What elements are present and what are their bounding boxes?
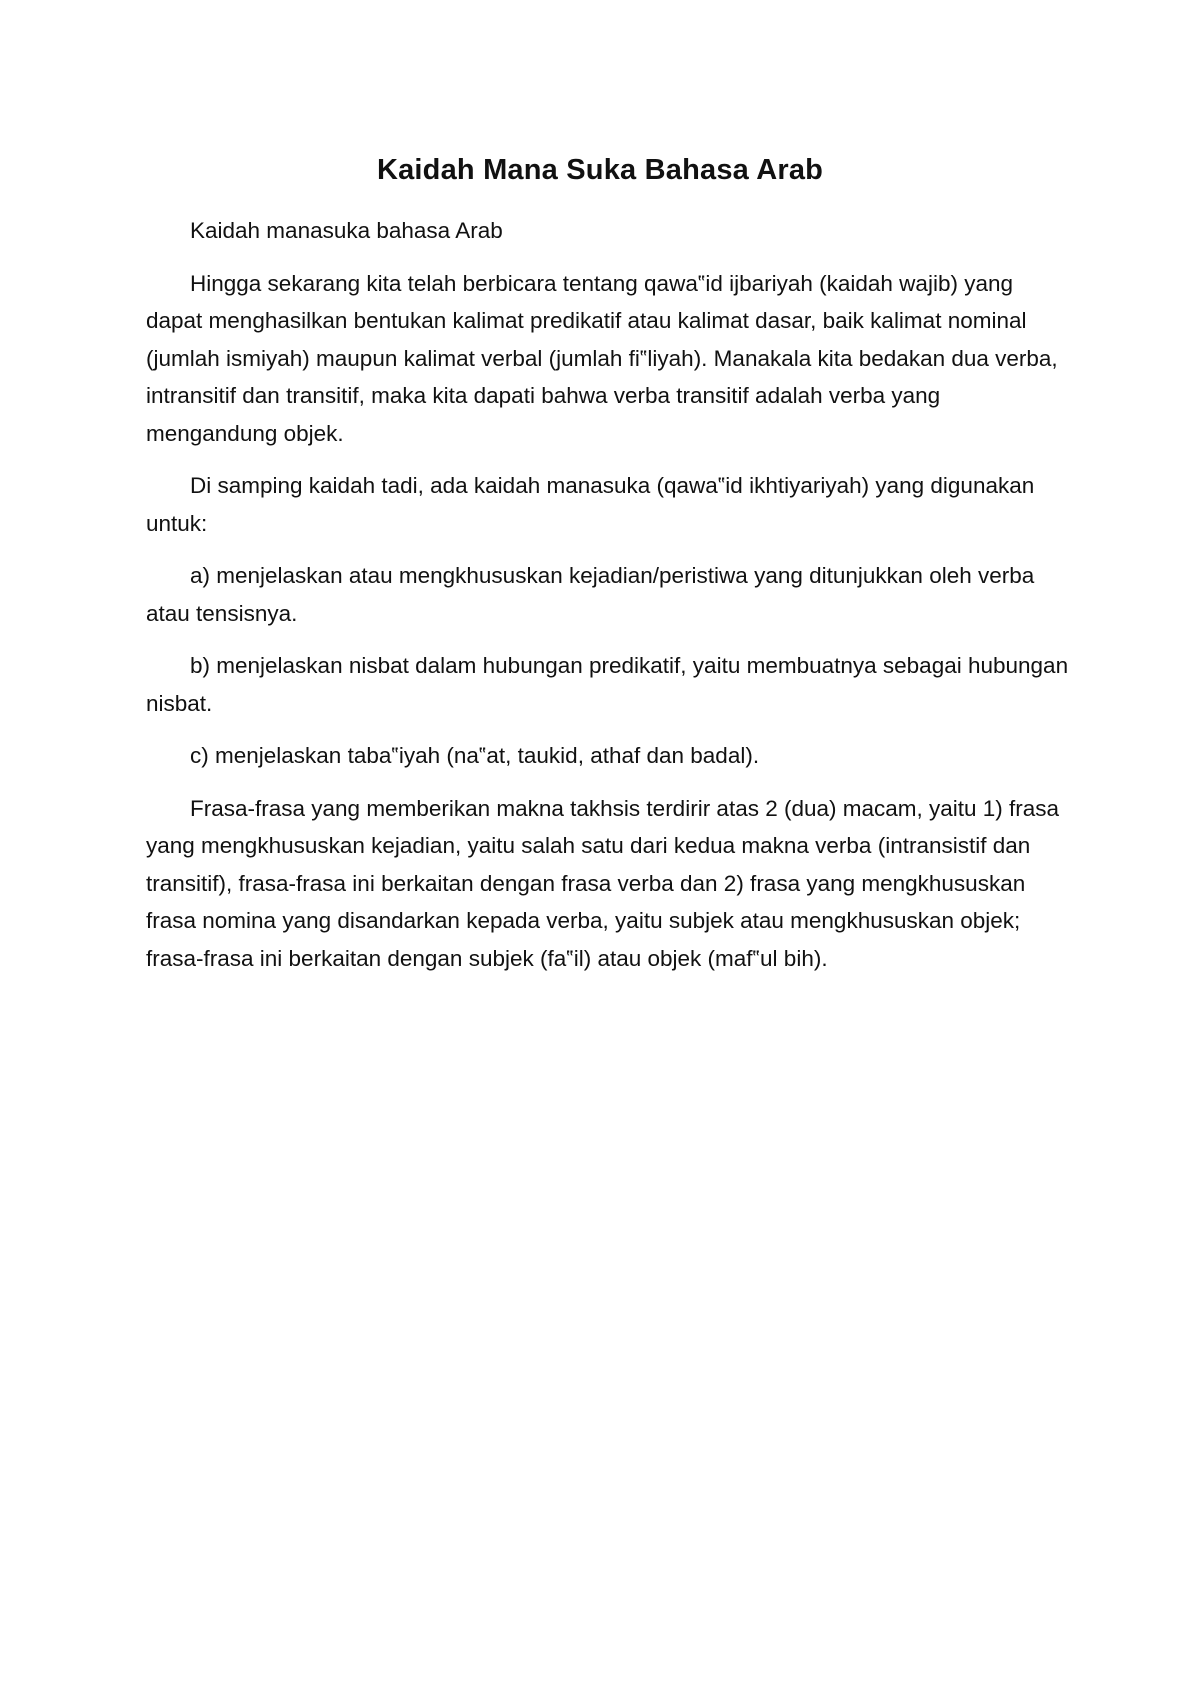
paragraph-intro: Hingga sekarang kita telah berbicara tentang qawa‟id ijbariyah (kaidah wajib) yang dapat menghasilkan bentukan kalimat predikatif atau kalimat dasar, baik kalimat nominal (jumlah ismiyah) maupun kalimat verbal (jumlah fi‟liyah). Manakala kita bedakan dua verba, intransitif dan transitif, maka kita dapati bahwa verba transitif adalah verba yang mengandung objek. <box>146 270 1058 446</box>
document-body <box>146 212 1072 992</box>
paragraph-phrases: Frasa-frasa yang memberikan makna takhsis terdirir atas 2 (dua) macam, yaitu 1) frasa yang mengkhususkan kejadian, yaitu salah satu dari kedua makna verba (intransistif dan transitif), frasa-frasa ini berkaitan dengan frasa verba dan 2) frasa yang mengkhususkan frasa nomina yang disandarkan kepada verba, yaitu subjek atau mengkhususkan objek; frasa-frasa ini berkaitan dengan subjek (fa‟il) atau objek (maf‟ul bih). <box>146 795 1060 971</box>
paragraph-optional-rules: Di samping kaidah tadi, ada kaidah manasuka (qawa‟id ikhtiyariyah) yang digunakan untuk: <box>146 473 1035 536</box>
list-item-a: a) menjelaskan atau mengkhususkan kejadian/peristiwa yang ditunjukkan oleh verba atau tensisnya. <box>146 563 1035 626</box>
document-title: Kaidah Mana Suka Bahasa Arab <box>376 154 824 186</box>
list-item-b: b) menjelaskan nisbat dalam hubungan predikatif, yaitu membuatnya sebagai hubungan nisbat. <box>146 653 1069 716</box>
paragraph-subtitle: Kaidah manasuka bahasa Arab <box>190 218 503 243</box>
list-item-c: c) menjelaskan taba‟iyah (na‟at, taukid, athaf dan badal). <box>190 743 760 768</box>
